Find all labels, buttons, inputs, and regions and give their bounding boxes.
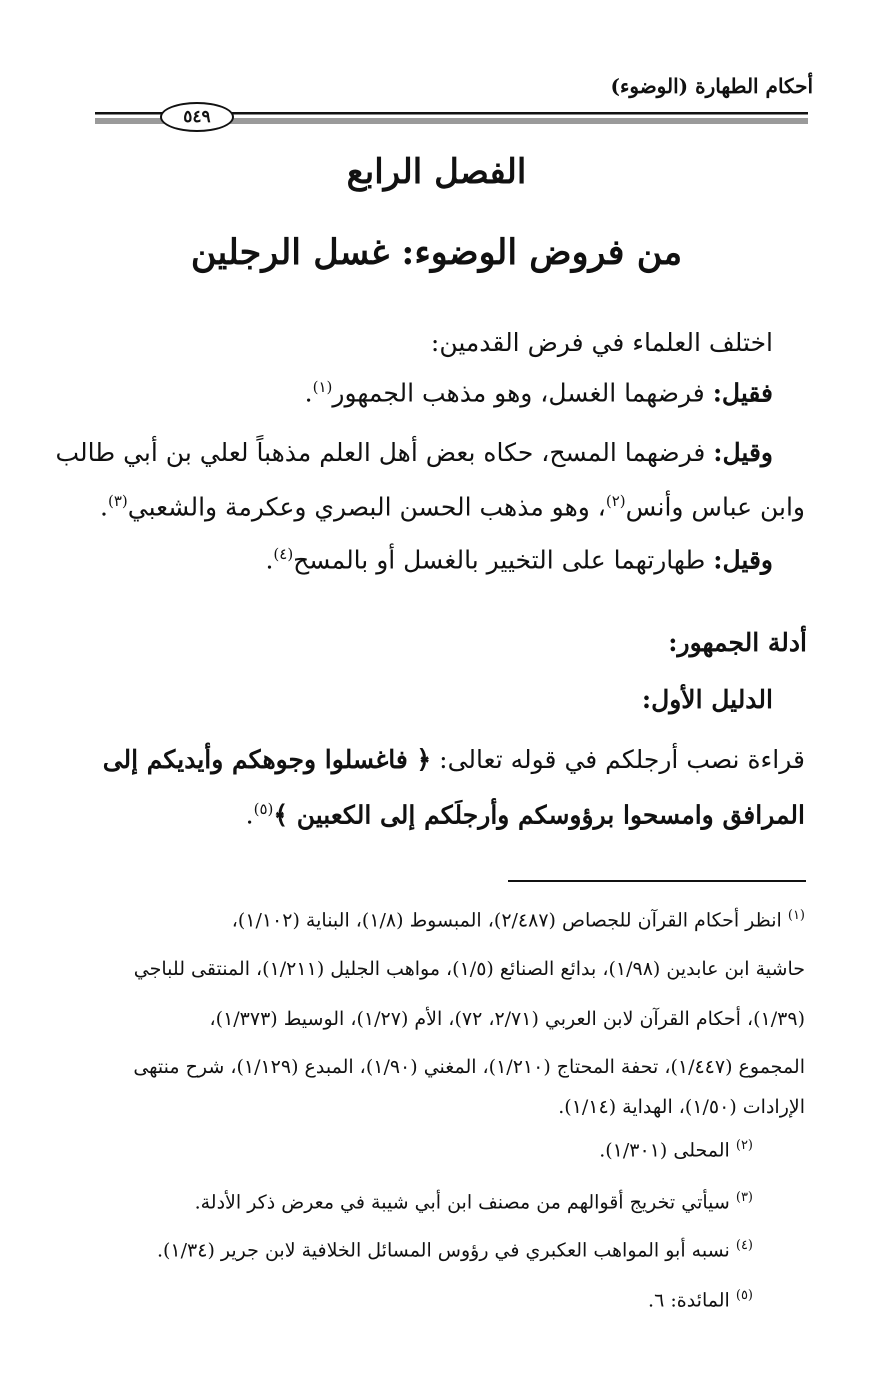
footnote-1-line-5: الإرادات (١/٥٠)، الهداية (١/١٤). xyxy=(558,1096,805,1118)
evidence-heading: أدلة الجمهور: xyxy=(668,628,807,657)
footnote-1-line-3: (١/٣٩)، أحكام القرآن لابن العربي (٢/٧١، ٧٢)، الأم (١/٢٧)، الوسيط (١/٣٧٣)، xyxy=(209,1008,805,1030)
opinion-2-label: وقيل: xyxy=(713,438,773,467)
footnote-2 xyxy=(599,1138,753,1162)
evidence-1-intro: قراءة نصب أرجلكم في قوله تعالى: xyxy=(431,745,805,774)
footnote-ref-4: (٤) xyxy=(273,545,294,563)
footnote-5-text: المائدة: ٦. xyxy=(648,1289,730,1312)
opinion-3 xyxy=(265,545,773,575)
opinion-1-end: . xyxy=(304,378,313,408)
page-number-badge xyxy=(160,102,234,132)
footnote-4-text: نسبه أبو المواهب العكبري في رؤوس المسائل الخلافية لابن جرير (١/٣٤). xyxy=(156,1239,730,1262)
footnote-2-text: المحلى (١/٣٠١). xyxy=(599,1139,730,1162)
verse-text-2: المرافق وامسحوا برؤوسكم وأرجلَكم إلى الكعبين ﴾ xyxy=(273,800,805,830)
evidence-1-line-2 xyxy=(246,800,805,830)
opinion-3-end: . xyxy=(265,545,274,575)
footnote-4-marker: (٤) xyxy=(735,1238,753,1253)
footnote-1-line-1 xyxy=(232,908,805,932)
first-evidence-heading: الدليل الأول: xyxy=(641,685,773,714)
opinion-3-label: وقيل: xyxy=(713,545,773,575)
footnote-rule xyxy=(508,880,806,882)
opinion-2-line-1 xyxy=(55,438,773,468)
footnote-1-line-4: المجموع (١/٤٤٧)، تحفة المحتاج (١/٢١٠)، المغني (١/٩٠)، المبدع (١/١٢٩)، شرح منتهى xyxy=(133,1056,805,1078)
opinion-2-text-2b: ، وهو مذهب الحسن البصري وعكرمة والشعبي xyxy=(127,492,606,522)
footnote-2-marker: (٢) xyxy=(735,1138,753,1153)
opinion-1 xyxy=(305,378,773,408)
opinion-2-end: . xyxy=(100,492,108,522)
opinion-2-line-2 xyxy=(100,492,805,522)
opinion-1-text: فرضهما الغسل، وهو مذهب الجمهور xyxy=(332,378,713,408)
evidence-1-line-1 xyxy=(103,745,805,775)
opinion-2-text-2a: وابن عباس وأنس xyxy=(625,492,805,522)
footnote-4 xyxy=(157,1238,753,1262)
footnote-1-marker: (١) xyxy=(787,908,805,923)
page-number: ٥٤٩ xyxy=(183,107,211,127)
footnote-ref-3: (٣) xyxy=(107,492,128,510)
footnote-3-text: سيأتي تخريج أقوالهم من مصنف ابن أبي شيبة في معرض ذكر الأدلة. xyxy=(194,1191,730,1214)
section-title: من فروض الوضوء: غسل الرجلين xyxy=(190,232,683,273)
chapter-title: الفصل الرابع xyxy=(346,152,527,192)
intro-line: اختلف العلماء في فرض القدمين: xyxy=(430,328,773,357)
footnote-ref-2: (٢) xyxy=(605,492,626,510)
footnote-ref-5: (٥) xyxy=(253,800,274,818)
footnote-3 xyxy=(195,1190,753,1214)
running-title: أحكام الطهارة (الوضوء) xyxy=(610,74,813,98)
footnote-ref-1: (١) xyxy=(312,378,333,396)
footnote-1-text-1: انظر أحكام القرآن للجصاص (٢/٤٨٧)، المبسوط (١/٨)، البناية (١/١٠٢)، xyxy=(231,909,782,932)
opinion-2-text-1: فرضهما المسح، حكاه بعض أهل العلم مذهباً لعلي بن أبي طالب xyxy=(55,438,714,467)
footnote-5 xyxy=(648,1288,753,1312)
opinion-1-label: فقيل: xyxy=(712,378,773,408)
footnote-3-marker: (٣) xyxy=(735,1190,753,1205)
verse-text-1: ﴿ فاغسلوا وجوهكم وأيديكم إلى xyxy=(102,745,432,774)
footnote-1-line-2: حاشية ابن عابدين (١/٩٨)، بدائع الصنائع (١/٥)، مواهب الجليل (١/٢١١)، المنتقى للباجي xyxy=(133,958,805,980)
footnote-5-marker: (٥) xyxy=(735,1288,753,1303)
evidence-1-end: . xyxy=(245,800,254,830)
opinion-3-text: طهارتهما على التخيير بالغسل أو بالمسح xyxy=(293,545,714,575)
